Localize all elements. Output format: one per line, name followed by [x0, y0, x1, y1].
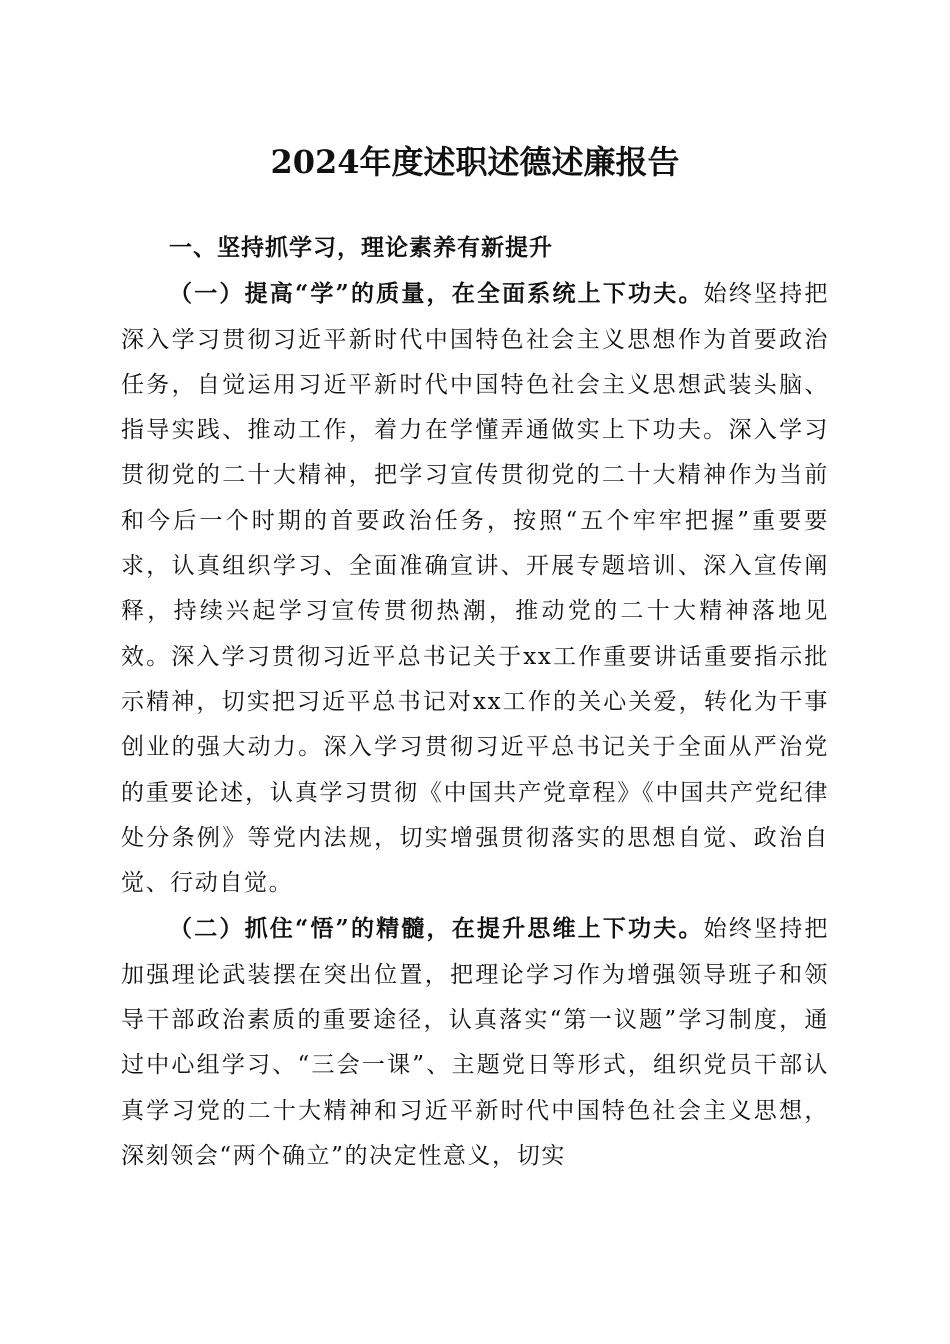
- paragraph-2: [121, 906, 829, 1179]
- paragraph-1-lead: （一）提高“学”的质量，在全面系统上下功夫。: [169, 280, 704, 308]
- paragraph-2-body: 始终坚持把加强理论武装摆在突出位置，把理论学习作为增强领导班子和领导干部政治素质的重要途径，认真落实“第一议题”学习制度，通过中心组学习、“三会一课”、主题党日等形式，组织党员干部认真学习党的二十大精神和习近平新时代中国特色社会主义思想，深刻领会“两个确立”的决定性意义，切实: [121, 916, 829, 1169]
- paragraph-1: [121, 271, 829, 906]
- document-body: [121, 226, 829, 1179]
- document-title: 2024年度述职述德述廉报告: [270, 143, 680, 181]
- paragraph-1-body: 始终坚持把深入学习贯彻习近平新时代中国特色社会主义思想作为首要政治任务，自觉运用习近平新时代中国特色社会主义思想武装头脑、指导实践、推动工作，着力在学懂弄通做实上下功夫。深入学习贯彻党的二十大精神，把学习宣传贯彻党的二十大精神作为当前和今后一个时期的首要政治任务，按照“五个牢牢把握”重要要求，认真组织学习、全面准确宣讲、开展专题培训、深入宣传阐释，持续兴起学习宣传贯彻热潮，推动党的二十大精神落地见效。深入学习贯彻习近平总书记关于xx工作重要讲话重要指示批示精神，切实把习近平总书记对xx工作的关心关爱，转化为干事创业的强大动力。深入学习贯彻习近平总书记关于全面从严治党的重要论述，认真学习贯彻《中国共产党章程》《中国共产党纪律处分条例》等党内法规，切实增强贯彻落实的思想自觉、政治自觉、行动自觉。: [121, 281, 829, 897]
- paragraph-2-lead: （二）抓住“悟”的精髓，在提升思维上下功夫。: [169, 915, 704, 943]
- section-heading: 一、坚持抓学习，理论素养有新提升: [169, 235, 553, 261]
